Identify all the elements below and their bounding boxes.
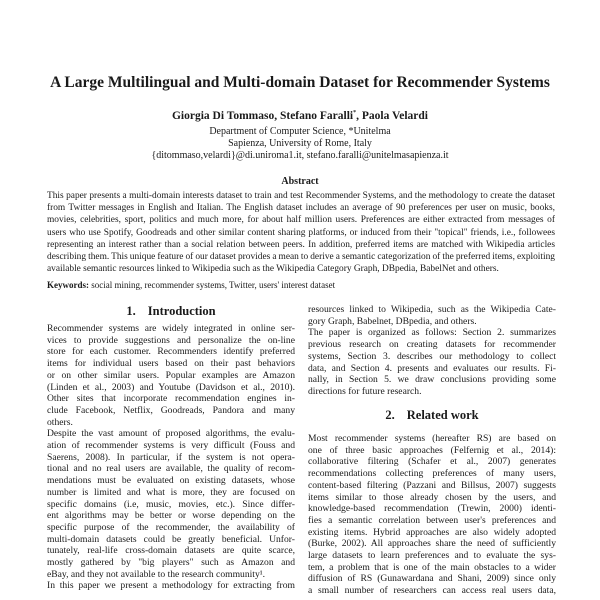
text-line: from Twitter messages in English and Italian. The English dataset includes an average of 90 preferences per user on music, books, bbox=[47, 203, 555, 214]
abstract-body bbox=[47, 190, 555, 275]
text-line: ent algorithms may be better or worse depending on the bbox=[47, 510, 295, 522]
text-line: representing an interest rather than a social relation between peers. In addition, preferred items are matched with Wikipedia articles bbox=[47, 239, 555, 250]
left-column-text bbox=[47, 323, 295, 592]
text-line: vices to provide suggestions and personalize the on-line bbox=[47, 334, 295, 346]
text-line: fies a semantic correlation between user's preferences and bbox=[308, 514, 556, 526]
text-line: large datasets to learn preferences and to evaluate the sys- bbox=[308, 550, 556, 562]
text-line: mostly gathered by "big players" such as Amazon and bbox=[47, 557, 295, 569]
text-line: movies, celebrities, sport, politics and much more, for about half million users. Preferences are either extracted from messages of bbox=[47, 215, 555, 226]
section-number: 1. bbox=[126, 304, 136, 318]
text-line: items for individual users based on their past behaviors bbox=[47, 358, 295, 370]
text-line: specific purpose of the recommender, the availability of bbox=[47, 521, 295, 533]
text-line: one of three basic approaches (Felfernig et al., 2014): bbox=[308, 444, 556, 456]
text-line: Most recommender systems (hereafter RS) are based on bbox=[308, 433, 556, 444]
text-line: clude Facebook, Netflix, Goodreads, Pandora and many bbox=[47, 404, 295, 416]
text-line: others. bbox=[47, 416, 73, 428]
text-line: number is limited and what is more, they are focused on bbox=[47, 486, 295, 498]
section-number: 2. bbox=[385, 408, 395, 422]
author-footnote-mark: * bbox=[353, 110, 357, 117]
text-line: tem, a problem that is one of the main obstacles to a wider bbox=[308, 561, 556, 573]
text-line: content-based filtering (Pazzani and Billsus, 2007) suggests bbox=[308, 479, 556, 491]
affiliation-emails: {ditommaso,velardi}@di.uniroma1.it, stefano.faralli@unitelmasapienza.it bbox=[151, 150, 449, 161]
affiliation-line: Sapienza, University of Rome, Italy bbox=[228, 138, 372, 149]
section-heading-introduction bbox=[47, 304, 295, 318]
authors-rest: , Paola Velardi bbox=[356, 110, 428, 122]
text-line: eBay, and they not available to the research community¹. bbox=[47, 568, 266, 580]
keywords-label: Keywords: bbox=[47, 280, 89, 290]
text-line: specific domains (i.e, music, movies, etc.). Since differ- bbox=[47, 498, 295, 510]
text-line: previous research on creating datasets for recommender bbox=[308, 339, 556, 351]
text-line: This paper presents a multi-domain interests dataset to train and test Recommender Systems, and the methodology to create the dataset bbox=[47, 191, 555, 201]
right-column-text-intro bbox=[308, 304, 556, 398]
text-line: data, and Section 4. presents and evaluates our results. Fi- bbox=[308, 362, 556, 374]
text-line: or on other similar users. Popular examples are Amazon bbox=[47, 369, 295, 381]
right-column-text-related bbox=[308, 433, 556, 597]
abstract-heading: Abstract bbox=[281, 176, 319, 187]
text-line: store for each customer. Recommenders identify preferred bbox=[47, 346, 295, 358]
text-line: knowledge-based recommendation (Trewin, 2000) identi- bbox=[308, 503, 556, 515]
text-line: Recommender systems are widely integrated in online ser- bbox=[47, 323, 295, 334]
authors-text: Giorgia Di Tommaso, Stefano Faralli bbox=[171, 110, 354, 122]
text-line: systems, Section 3. describes our methodology to collect bbox=[308, 350, 556, 362]
text-line: multi-domain datasets could be greatly beneficial. Unfor- bbox=[47, 533, 295, 545]
text-line: Saerens, 2008). In particular, if the system is not opera- bbox=[47, 451, 295, 463]
text-line: resources linked to Wikipedia, such as the Wikipedia Cate- bbox=[308, 304, 556, 315]
author-list bbox=[0, 110, 600, 123]
text-line: (Linden et al., 2003) and Youtube (Davidson et al., 2010). bbox=[47, 381, 295, 393]
text-line: tunately, real-life cross-domain datasets are quite scarce, bbox=[47, 545, 295, 557]
text-line: directions for future research. bbox=[308, 385, 422, 397]
text-line: nally, in Section 5. we draw conclusions providing some bbox=[308, 374, 556, 386]
text-line: existing items. Hybrid approaches are also widely adopted bbox=[308, 526, 556, 538]
text-line: ation of recommender systems is very difficult (Fouss and bbox=[47, 440, 295, 452]
text-line: Other sites that incorporate recommendation engines in- bbox=[47, 393, 295, 405]
text-line: items similar to those already chosen by the users, and bbox=[308, 491, 556, 503]
affiliation-line: Department of Computer Science, *Unitelma bbox=[209, 126, 391, 137]
text-line: describing them. This unique feature of our dataset provides a mean to derive a semantic categorization of the preferred items, exploiting bbox=[47, 252, 555, 263]
text-line: mendations must be evaluated on existing datasets, whose bbox=[47, 475, 295, 487]
keywords-text: social mining, recommender systems, Twitter, users' interest dataset bbox=[89, 280, 336, 290]
text-line: a small number of researchers can access real users data, bbox=[308, 585, 556, 597]
text-line: Despite the vast amount of proposed algorithms, the evalu- bbox=[47, 428, 295, 440]
paper-title: A Large Multilingual and Multi-domain Dataset for Recommender Systems bbox=[50, 74, 550, 91]
text-line: The paper is organized as follows: Section 2. summarizes bbox=[308, 327, 556, 339]
keywords bbox=[47, 280, 555, 291]
text-line: recommendations collecting preferences of many users, bbox=[308, 468, 556, 480]
text-line: available semantic resources linked to Wikipedia such as the Wikipedia Category Graph, DBpedia, BabelNet and others. bbox=[47, 264, 499, 275]
section-title: Related work bbox=[406, 408, 479, 422]
text-line: diffusion of RS (Gunawardana and Shani, 2009) since only bbox=[308, 573, 556, 585]
text-line: tional and no real users are available, the quality of recom- bbox=[47, 463, 295, 475]
text-line: (Burke, 2002). All approaches share the need of sufficiently bbox=[308, 538, 556, 550]
affiliation bbox=[0, 126, 600, 162]
section-heading-related-work bbox=[308, 408, 556, 422]
text-line: users who use Spotify, Goodreads and other similar content sharing platforms, or induced from their "topical" friends, i.e., followees bbox=[47, 227, 555, 238]
text-line: gory Graph, Babelnet, DBpedia, and others. bbox=[308, 315, 477, 327]
text-line: In this paper we present a methodology for extracting from bbox=[47, 580, 295, 592]
text-line: collaborative filtering (Schafer et al., 2007) generates bbox=[308, 456, 556, 468]
section-title: Introduction bbox=[147, 304, 216, 318]
